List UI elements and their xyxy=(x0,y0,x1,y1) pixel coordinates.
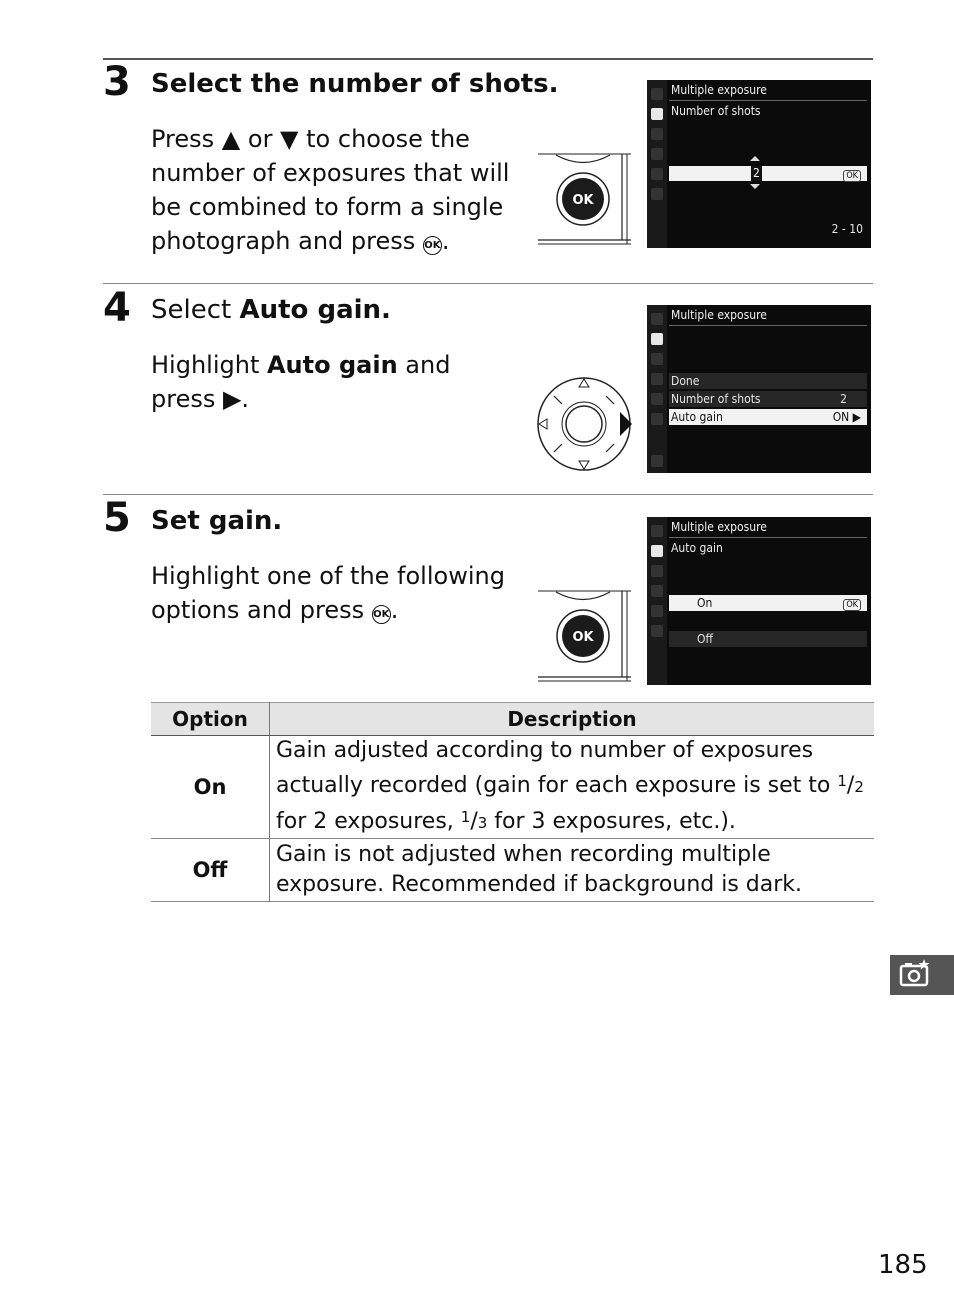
lcd-row-value: 2 xyxy=(840,392,847,406)
step-3-text-b: . xyxy=(441,227,450,255)
top-rule xyxy=(103,58,873,60)
page-number: 185 xyxy=(878,1250,928,1280)
desc-on-c: for 3 exposures, etc.). xyxy=(487,809,736,834)
step-5-title: Set gain. xyxy=(151,506,283,536)
lcd-row-number-of-shots xyxy=(669,391,867,407)
step-3-text-a: Press ▲ or ▼ to choose the number of exposures that will be combined to form a single photograph and press xyxy=(151,125,510,255)
lcd-value-row xyxy=(669,166,867,181)
step-4-title-a: Select xyxy=(151,295,240,325)
shooting-menu-icon xyxy=(890,955,954,995)
lcd-row-label: Auto gain xyxy=(671,410,723,424)
lcd-row-label: Off xyxy=(697,632,713,646)
lcd-multiple-exposure-menu xyxy=(647,305,871,473)
lcd-row-label: Number of shots xyxy=(671,392,761,406)
camera-icon xyxy=(651,333,663,345)
description-off: Gain is not adjusted when recording multiple exposure. Recommended if background is dark. xyxy=(270,839,875,902)
step-4-title xyxy=(151,296,391,325)
section-tab xyxy=(890,955,954,995)
down-arrow-icon xyxy=(750,184,760,189)
fraction-denominator: 3 xyxy=(477,814,488,832)
step-4-text-b: Auto gain xyxy=(266,351,398,379)
camera-icon xyxy=(651,545,663,557)
divider-step4 xyxy=(103,283,873,284)
lcd-subtitle: Auto gain xyxy=(671,541,723,555)
lcd-title: Multiple exposure xyxy=(671,83,767,97)
ok-button-drawing xyxy=(536,152,632,247)
header-option: Option xyxy=(151,703,270,736)
desc-on-b: for 2 exposures, xyxy=(276,809,461,834)
lcd-row-auto-gain xyxy=(669,409,867,425)
lcd-subtitle: Number of shots xyxy=(671,104,761,118)
ok-button-label: OK xyxy=(572,630,594,645)
step-5-text-a: Highlight one of the following options and press xyxy=(151,562,505,624)
step-5-number: 5 xyxy=(103,495,131,541)
lcd-range: 2 - 10 xyxy=(831,222,863,236)
step-3-number: 3 xyxy=(103,59,131,105)
ok-button-drawing xyxy=(536,589,632,684)
lcd-row-on xyxy=(669,595,867,611)
step-4-title-c: . xyxy=(381,295,391,325)
description-on: Gain adjusted according to number of exposures actually recorded (gain for each exposure is set to $^1$/2 for 2 exposures, $^1$/3 for 3 exposures, etc.). xyxy=(270,736,875,839)
ok-button-icon: OK xyxy=(423,236,442,255)
option-off: Off xyxy=(151,839,270,902)
lcd-ok-indicator: OK xyxy=(843,170,861,182)
step-3-text xyxy=(151,122,516,258)
step-5-text-b: . xyxy=(390,596,399,624)
ok-button-label: OK xyxy=(572,193,594,208)
table-header-row xyxy=(151,703,874,736)
step-4-text xyxy=(151,348,516,416)
lcd-title: Multiple exposure xyxy=(671,308,767,322)
lcd-row-value: ON ▶ xyxy=(832,410,861,424)
fraction-numerator: 1 xyxy=(837,772,847,790)
desc-on-a: Gain adjusted according to number of exposures actually recorded (gain for each exposure is set to xyxy=(276,738,838,798)
options-table xyxy=(151,702,874,902)
up-arrow-icon xyxy=(750,156,760,161)
lcd-auto-gain xyxy=(647,517,871,685)
step-4-title-b: Auto gain xyxy=(239,295,382,325)
step-4-text-a: Highlight xyxy=(151,351,267,379)
shots-value: 2 xyxy=(753,166,760,180)
fraction-numerator: 1 xyxy=(460,808,471,826)
table-row xyxy=(151,736,874,839)
fraction-denominator: 2 xyxy=(854,778,864,796)
lcd-row-done xyxy=(669,373,867,389)
table-row xyxy=(151,839,874,902)
lcd-row-off xyxy=(669,631,867,647)
lcd-ok-indicator: OK xyxy=(843,599,861,611)
lcd-number-of-shots xyxy=(647,80,871,248)
lcd-row-label: Done xyxy=(671,374,700,388)
lcd-row-label: On xyxy=(697,596,713,610)
header-description: Description xyxy=(270,703,875,736)
step-3-title: Select the number of shots. xyxy=(151,69,559,99)
multi-selector-right-drawing xyxy=(536,376,632,472)
ok-button-icon: OK xyxy=(372,605,391,624)
camera-icon xyxy=(651,108,663,120)
step-4-text-c: and press ▶. xyxy=(151,351,451,413)
help-icon xyxy=(651,455,663,467)
lcd-title: Multiple exposure xyxy=(671,520,767,534)
step-4-number: 4 xyxy=(103,285,131,331)
option-on: On xyxy=(151,736,270,839)
divider-step5 xyxy=(103,494,873,495)
step-5-text xyxy=(151,559,516,627)
